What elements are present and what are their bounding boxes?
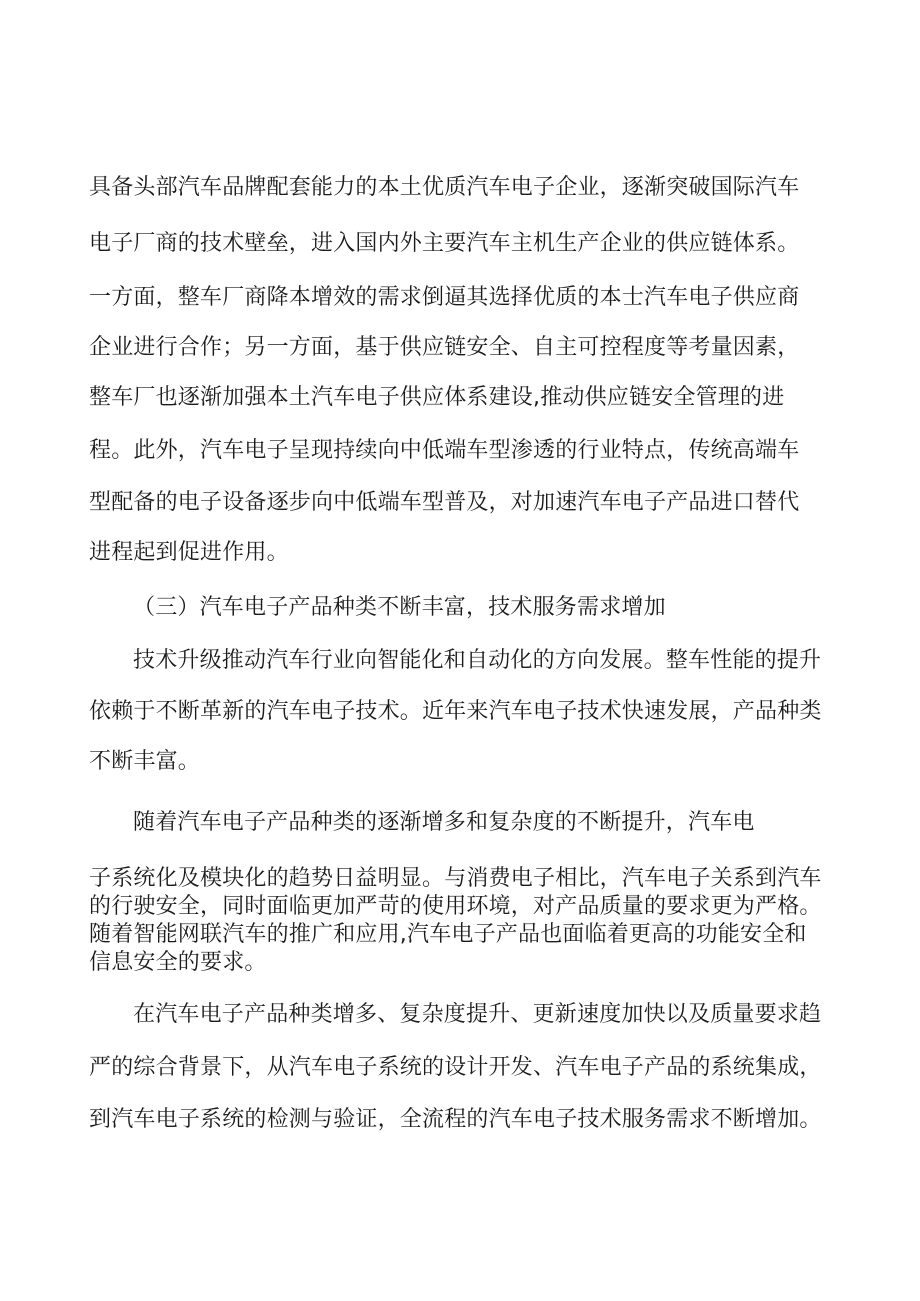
paragraph-1-line-1: 具备头部汽车品牌配套能力的本土优质汽车电子企业，逐渐突破国际汽车: [89, 175, 800, 200]
paragraph-3-line-5: 信息安全的要求。: [89, 950, 267, 975]
paragraph-3-line-1: 随着汽车电子产品种类的逐渐增多和复杂度的不断提升，汽车电: [133, 810, 755, 835]
paragraph-3-line-3: 的行驶安全，同时面临更加严苛的使用环境，对产品质量的要求更为严格。: [89, 894, 822, 919]
paragraph-1-line-5: 整车厂也逐渐加强本土汽车电子供应体系建设,推动供应链安全管理的进: [89, 385, 785, 410]
paragraph-2-line-2: 依赖于不断革新的汽车电子技术。近年来汽车电子技术快速发展，产品种类: [89, 699, 822, 724]
paragraph-1-line-4: 企业进行合作；另一方面，基于供应链安全、自主可控程度等考量因素，: [89, 335, 800, 360]
paragraph-1-line-8: 进程起到促进作用。: [89, 540, 289, 565]
paragraph-4-line-2: 严的综合背景下，从汽车电子系统的设计开发、汽车电子产品的系统集成，: [89, 1055, 822, 1080]
paragraph-4-line-1: 在汽车电子产品种类增多、复杂度提升、更新速度加快以及质量要求趋: [133, 1002, 822, 1027]
paragraph-1-line-3: 一方面，整车厂商降本增效的需求倒逼其选择优质的本士汽车电子供应商: [89, 285, 800, 310]
paragraph-4-line-3: 到汽车电子系统的检测与验证，全流程的汽车电子技术服务需求不断增加。: [89, 1107, 822, 1132]
section-heading: （三）汽车电子产品种类不断丰富，技术服务需求增加: [133, 595, 666, 620]
paragraph-2-line-3: 不断丰富。: [89, 749, 201, 774]
paragraph-1-line-2: 电子厂商的技术壁垒，进入国内外主要汽车主机生产企业的供应链体系。: [89, 231, 800, 256]
paragraph-1-line-6: 程。此外，汽车电子呈现持续向中低端车型渗透的行业特点，传统高端车: [89, 438, 800, 463]
paragraph-3-line-2: 子系统化及模块化的趋势日益明显。与消费电子相比，汽车电子关系到汽车: [89, 866, 822, 891]
paragraph-2-line-1: 技术升级推动汽车行业向智能化和自动化的方向发展。整车性能的提升: [133, 648, 822, 673]
paragraph-3-line-4: 随着智能网联汽车的推广和应用,汽车电子产品也面临着更高的功能安全和: [89, 922, 807, 947]
paragraph-1-line-7: 型配备的电子设备逐步向中低端车型普及，对加速汽车电子产品进口替代: [89, 490, 800, 515]
